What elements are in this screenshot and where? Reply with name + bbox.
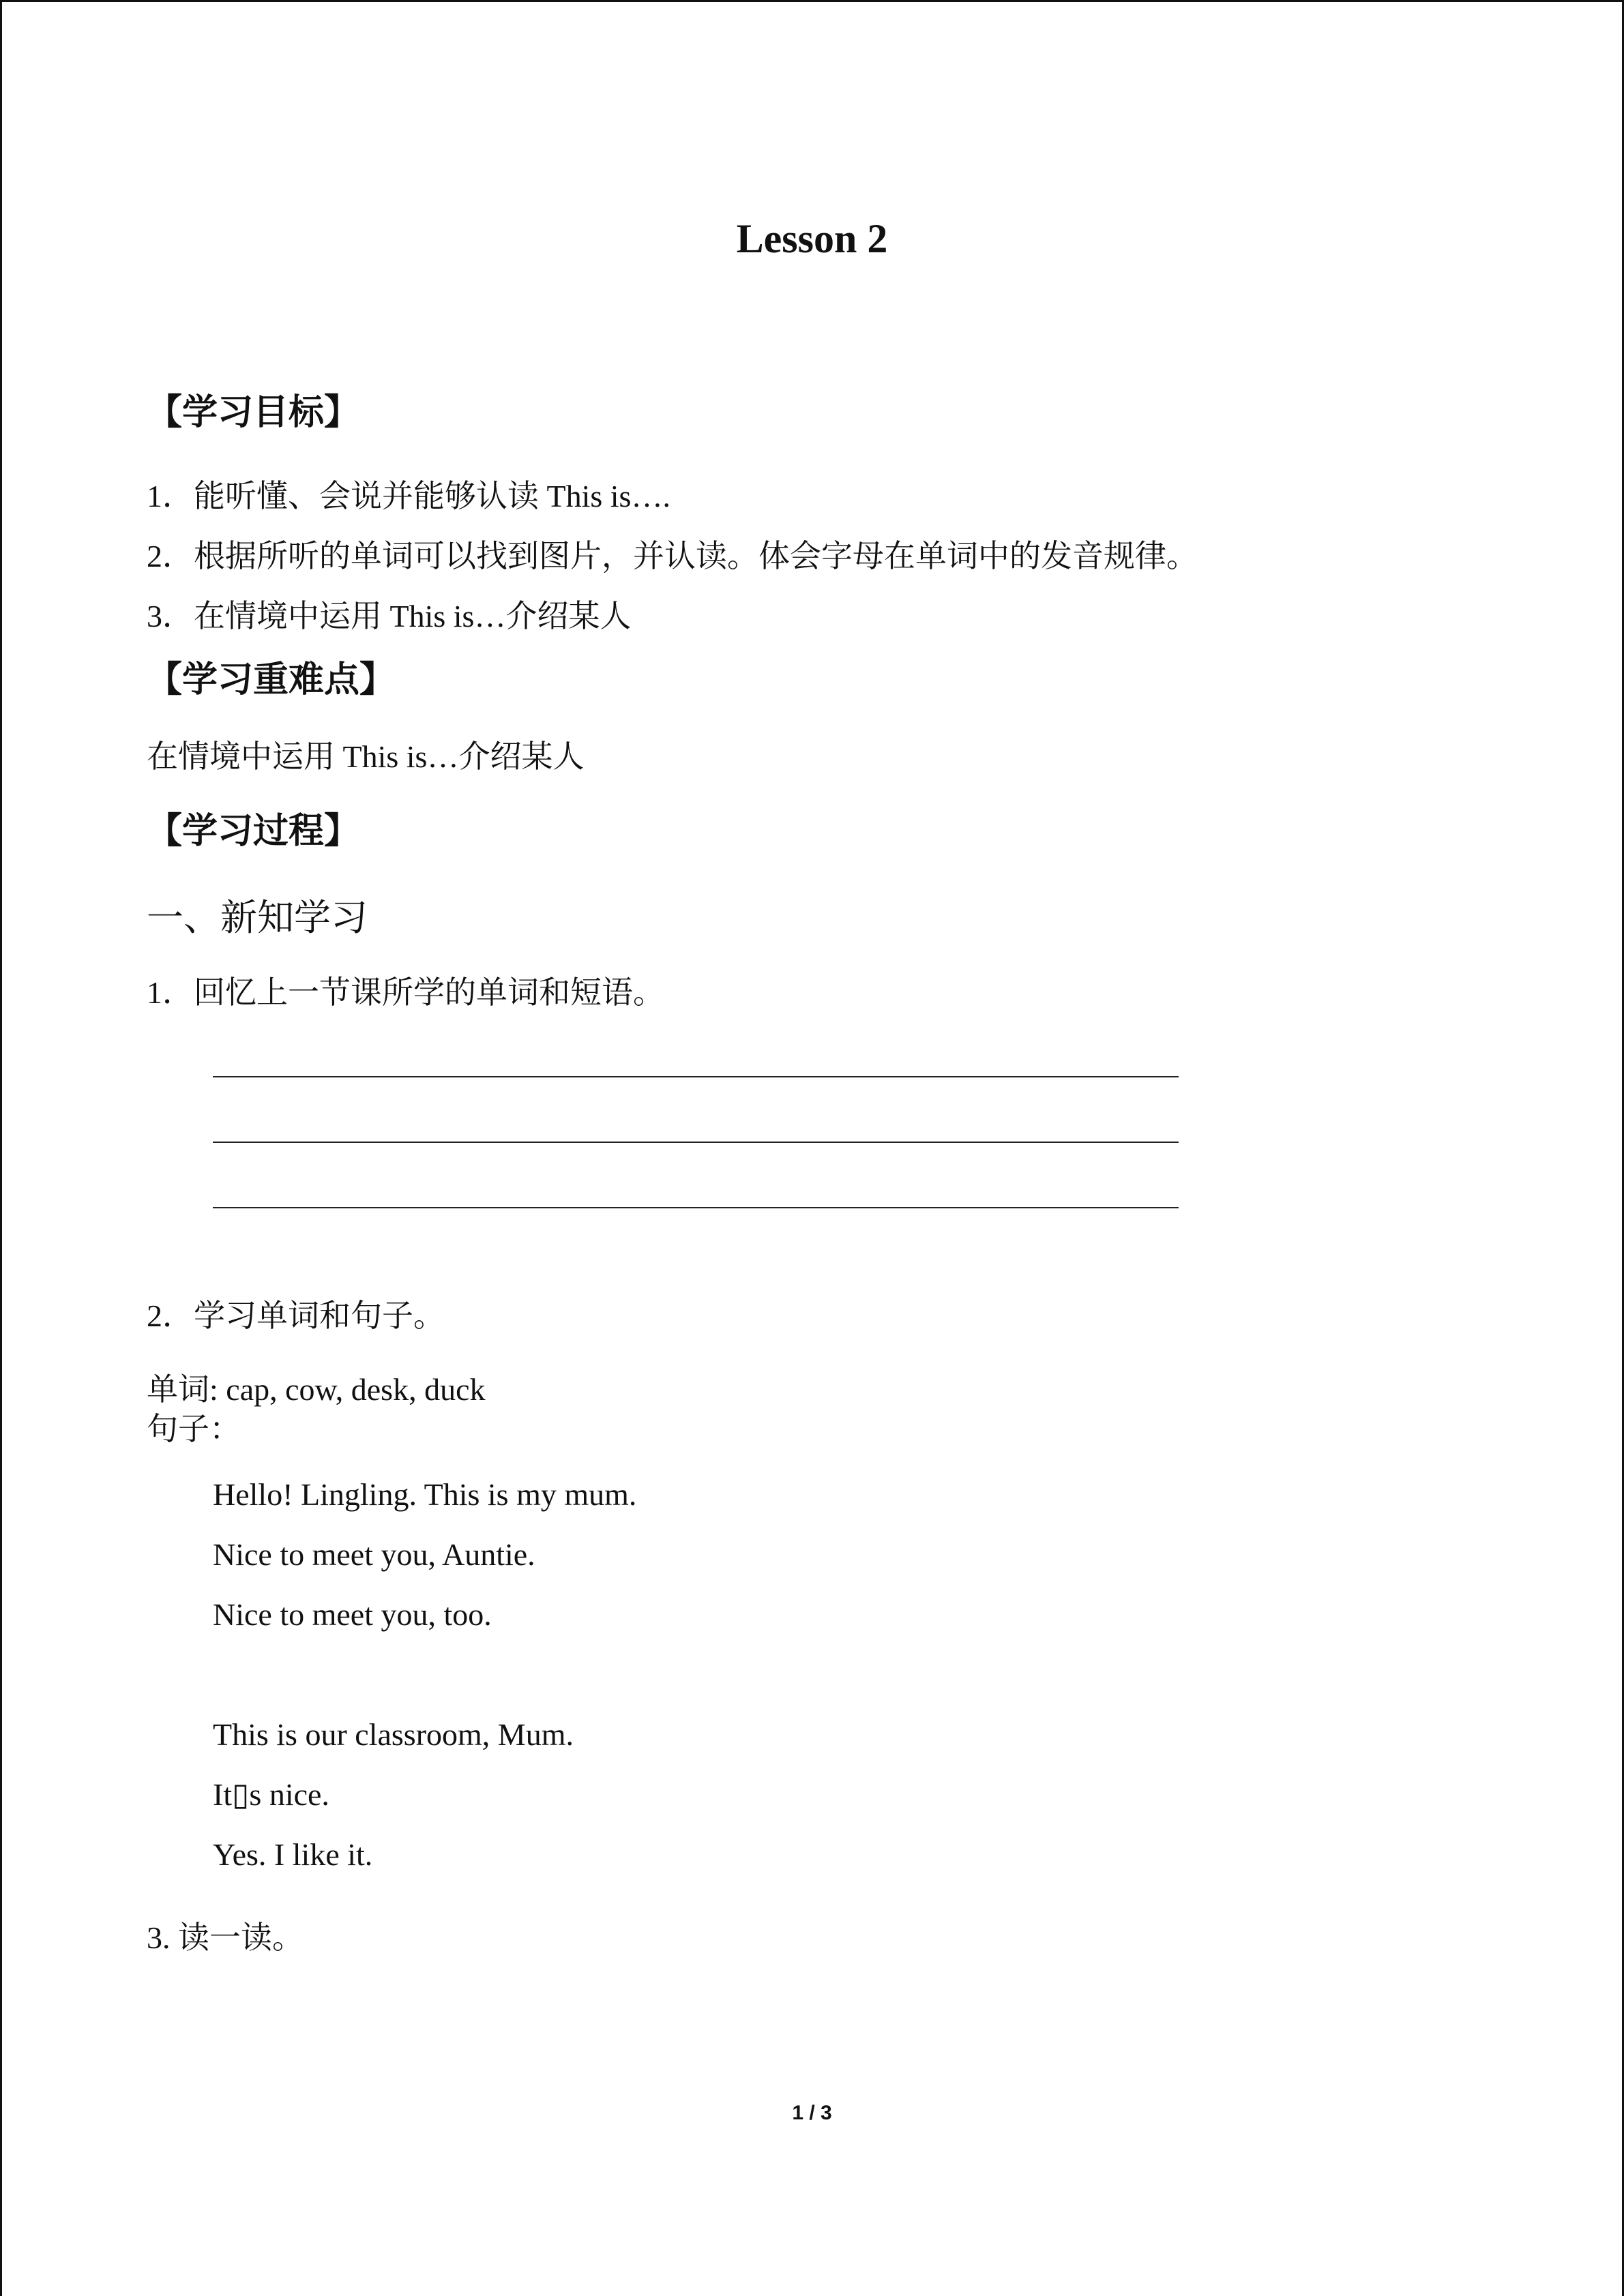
- goals-heading: 【学习目标】: [147, 392, 360, 433]
- words-line: 单词: cap, cow, desk, duck: [147, 1372, 486, 1407]
- goal-item-2: 2．根据所听的单词可以找到图片，并认读。体会字母在单词中的发音规律。: [147, 539, 1198, 573]
- goal-item-3: 3．在情境中运用 This is…介绍某人: [147, 599, 632, 633]
- dialogue-line: It▯s nice.: [213, 1777, 329, 1812]
- process-heading: 【学习过程】: [147, 811, 360, 852]
- dialogue-line: Hello! Lingling. This is my mum.: [213, 1477, 637, 1512]
- key-points-heading: 【学习重难点】: [147, 659, 396, 700]
- page-number: 1 / 3: [792, 2102, 832, 2124]
- goal-item-1: 1．能听懂、会说并能够认读 This is….: [147, 479, 670, 513]
- dialogue-line: Nice to meet you, Auntie.: [213, 1537, 535, 1572]
- sentences-label: 句子：: [147, 1412, 241, 1446]
- answer-blank-line[interactable]: [213, 1207, 1179, 1208]
- page-title: Lesson 2: [736, 216, 888, 261]
- step-3: 3. 读一读。: [147, 1920, 304, 1955]
- dialogue-line: Nice to meet you, too.: [213, 1597, 492, 1632]
- answer-blank-line[interactable]: [213, 1076, 1179, 1077]
- step-1: 1．回忆上一节课所学的单词和短语。: [147, 975, 664, 1010]
- step-2: 2．学习单词和句子。: [147, 1298, 445, 1333]
- dialogue-line: Yes. I like it.: [213, 1837, 373, 1872]
- key-points-text: 在情境中运用 This is…介绍某人: [147, 739, 585, 774]
- dialogue-line: This is our classroom, Mum.: [213, 1717, 574, 1752]
- part-one-heading: 一、新知学习: [147, 897, 368, 938]
- answer-blank-line[interactable]: [213, 1142, 1179, 1143]
